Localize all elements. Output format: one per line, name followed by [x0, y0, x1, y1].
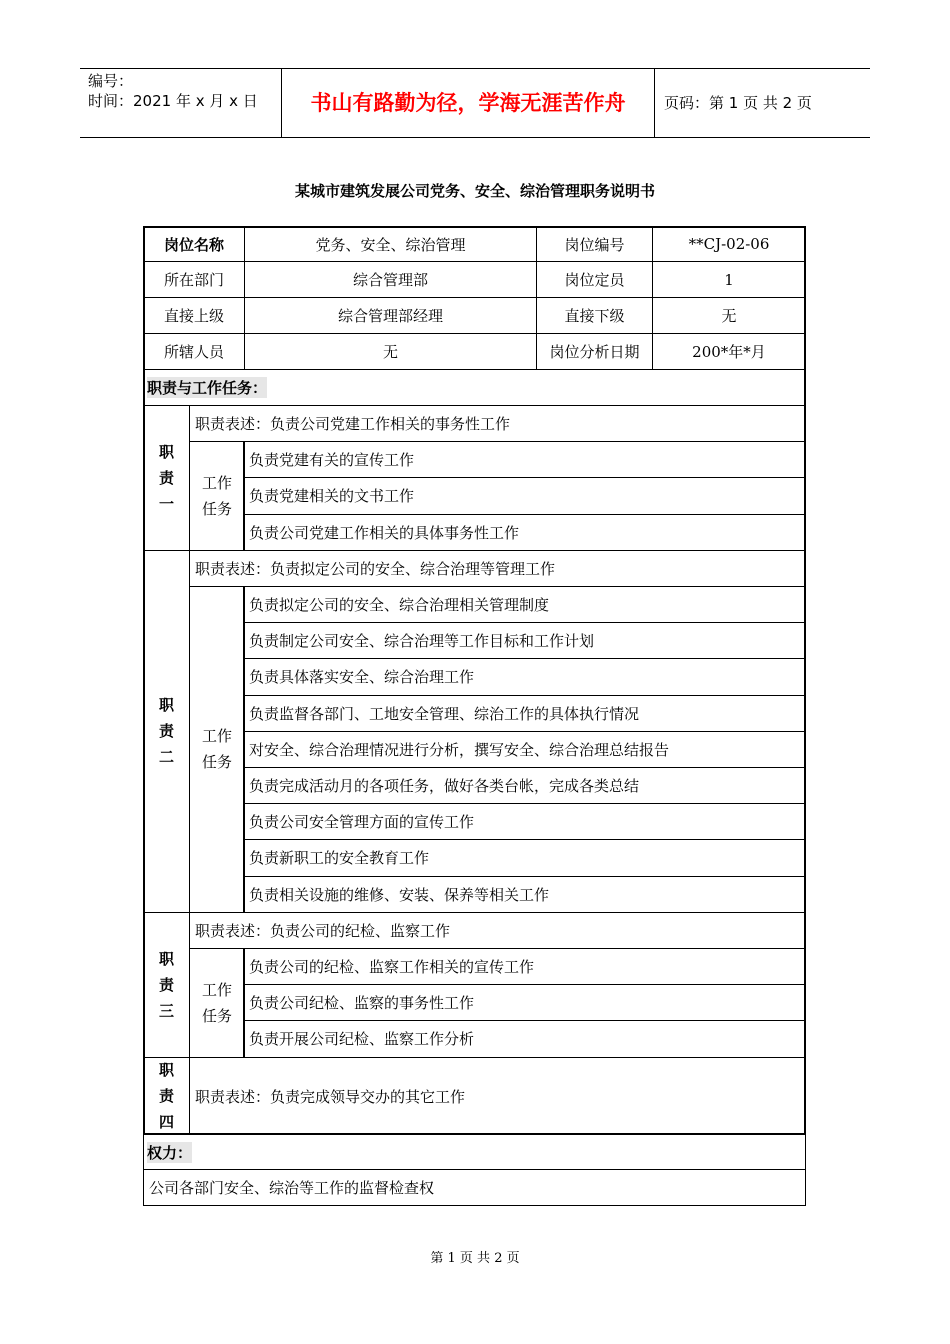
- headcount-label: 岗位定员: [536, 261, 653, 298]
- task-label-line: 工作: [201, 727, 232, 746]
- position-name-value: 党务、安全、综治管理: [244, 226, 537, 262]
- task-label-line: 任务: [201, 499, 232, 518]
- duty-label: [143, 405, 190, 551]
- duty-label: [143, 550, 190, 913]
- power-section-label-text: 权力：: [147, 1143, 193, 1162]
- duty-label: [143, 1057, 190, 1136]
- duty-label-char: 责: [158, 468, 174, 487]
- task-label: [189, 948, 245, 1058]
- duty-statement: 职责表述：负责公司党建工作相关的事务性工作: [189, 405, 806, 442]
- task-item: 负责新职工的安全教育工作: [243, 839, 806, 876]
- task-item: 负责拟定公司的安全、综合治理相关管理制度: [243, 586, 806, 623]
- task-item: 负责具体落实安全、综合治理工作: [243, 658, 806, 695]
- duty-label: [143, 912, 190, 1058]
- duty-label-char: 职: [158, 696, 174, 715]
- power-text: 公司各部门安全、综治等工作的监督检查权: [143, 1169, 806, 1206]
- duty-label-char: 责: [158, 722, 174, 741]
- header-meta: [80, 69, 280, 137]
- duty-label-char: 一: [158, 494, 174, 513]
- time-label: 时间：2021 年 x 月 x 日: [88, 92, 258, 110]
- superior-label: 直接上级: [143, 297, 245, 334]
- duty-statement: 职责表述：负责拟定公司的安全、综合治理等管理工作: [189, 550, 806, 587]
- task-label-line: 任务: [201, 1006, 232, 1025]
- task-item: 负责完成活动月的各项任务，做好各类台帐，完成各类总结: [243, 767, 806, 804]
- headcount-value: 1: [652, 261, 806, 298]
- dept-value: 综合管理部: [244, 261, 537, 298]
- task-item: 负责党建有关的宣传工作: [243, 441, 806, 478]
- page-footer: 第 1 页 共 2 页: [430, 1251, 520, 1266]
- task-item: 负责公司党建工作相关的具体事务性工作: [243, 514, 806, 551]
- page-header: [80, 68, 870, 138]
- subordinate-value: 无: [652, 297, 806, 334]
- header-page-info: 页码：第 1 页 共 2 页: [664, 94, 812, 112]
- task-item: 负责公司安全管理方面的宣传工作: [243, 803, 806, 840]
- task-label-line: 任务: [201, 753, 232, 772]
- task-item: 负责制定公司安全、综合治理等工作目标和工作计划: [243, 622, 806, 659]
- duty-label-char: 二: [158, 748, 174, 767]
- position-code-label: 岗位编号: [536, 226, 653, 262]
- position-name-label: 岗位名称: [143, 226, 245, 262]
- task-label: [189, 441, 245, 551]
- power-section-label: [143, 1134, 806, 1170]
- code-label: 编号：: [88, 72, 134, 90]
- dept-label: 所在部门: [143, 261, 245, 298]
- duty-label-char: 职: [158, 442, 174, 461]
- duty-label-char: 三: [158, 1001, 174, 1020]
- task-label: [189, 586, 245, 913]
- duties-section-label-text: 职责与工作任务：: [147, 379, 268, 397]
- task-item: 负责党建相关的文书工作: [243, 477, 806, 514]
- duty-statement: 职责表述：负责公司的纪检、监察工作: [189, 912, 806, 949]
- task-item: 对安全、综合治理情况进行分析，撰写安全、综合治理总结报告: [243, 731, 806, 768]
- duty-label-char: 责: [158, 975, 174, 994]
- task-item: 负责开展公司纪检、监察工作分析: [243, 1020, 806, 1057]
- duty-label-char: 责: [158, 1087, 174, 1106]
- task-item: 负责公司的纪检、监察工作相关的宣传工作: [243, 948, 806, 985]
- staff-value: 无: [244, 333, 537, 370]
- duties-section-label: [143, 369, 806, 406]
- duty-label-char: 四: [158, 1113, 174, 1132]
- analysis-date-label: 岗位分析日期: [536, 333, 653, 370]
- duty-label-char: 职: [158, 1061, 174, 1080]
- document-title: 某城市建筑发展公司党务、安全、综治管理职务说明书: [294, 182, 655, 200]
- task-item: 负责相关设施的维修、安装、保养等相关工作: [243, 876, 806, 913]
- subordinate-label: 直接下级: [536, 297, 653, 334]
- task-item: 负责监督各部门、工地安全管理、综治工作的具体执行情况: [243, 695, 806, 732]
- task-label-line: 工作: [201, 473, 232, 492]
- duty-label-char: 职: [158, 949, 174, 968]
- position-code-value: **CJ-02-06: [652, 226, 806, 262]
- task-label-line: 工作: [201, 980, 232, 999]
- analysis-date-value: 200*年*月: [652, 333, 806, 370]
- superior-value: 综合管理部经理: [244, 297, 537, 334]
- header-motto: 书山有路勤为径，学海无涯苦作舟: [281, 69, 655, 137]
- duty-statement: 职责表述：负责完成领导交办的其它工作: [189, 1057, 806, 1136]
- staff-label: 所辖人员: [143, 333, 245, 370]
- task-item: 负责公司纪检、监察的事务性工作: [243, 984, 806, 1021]
